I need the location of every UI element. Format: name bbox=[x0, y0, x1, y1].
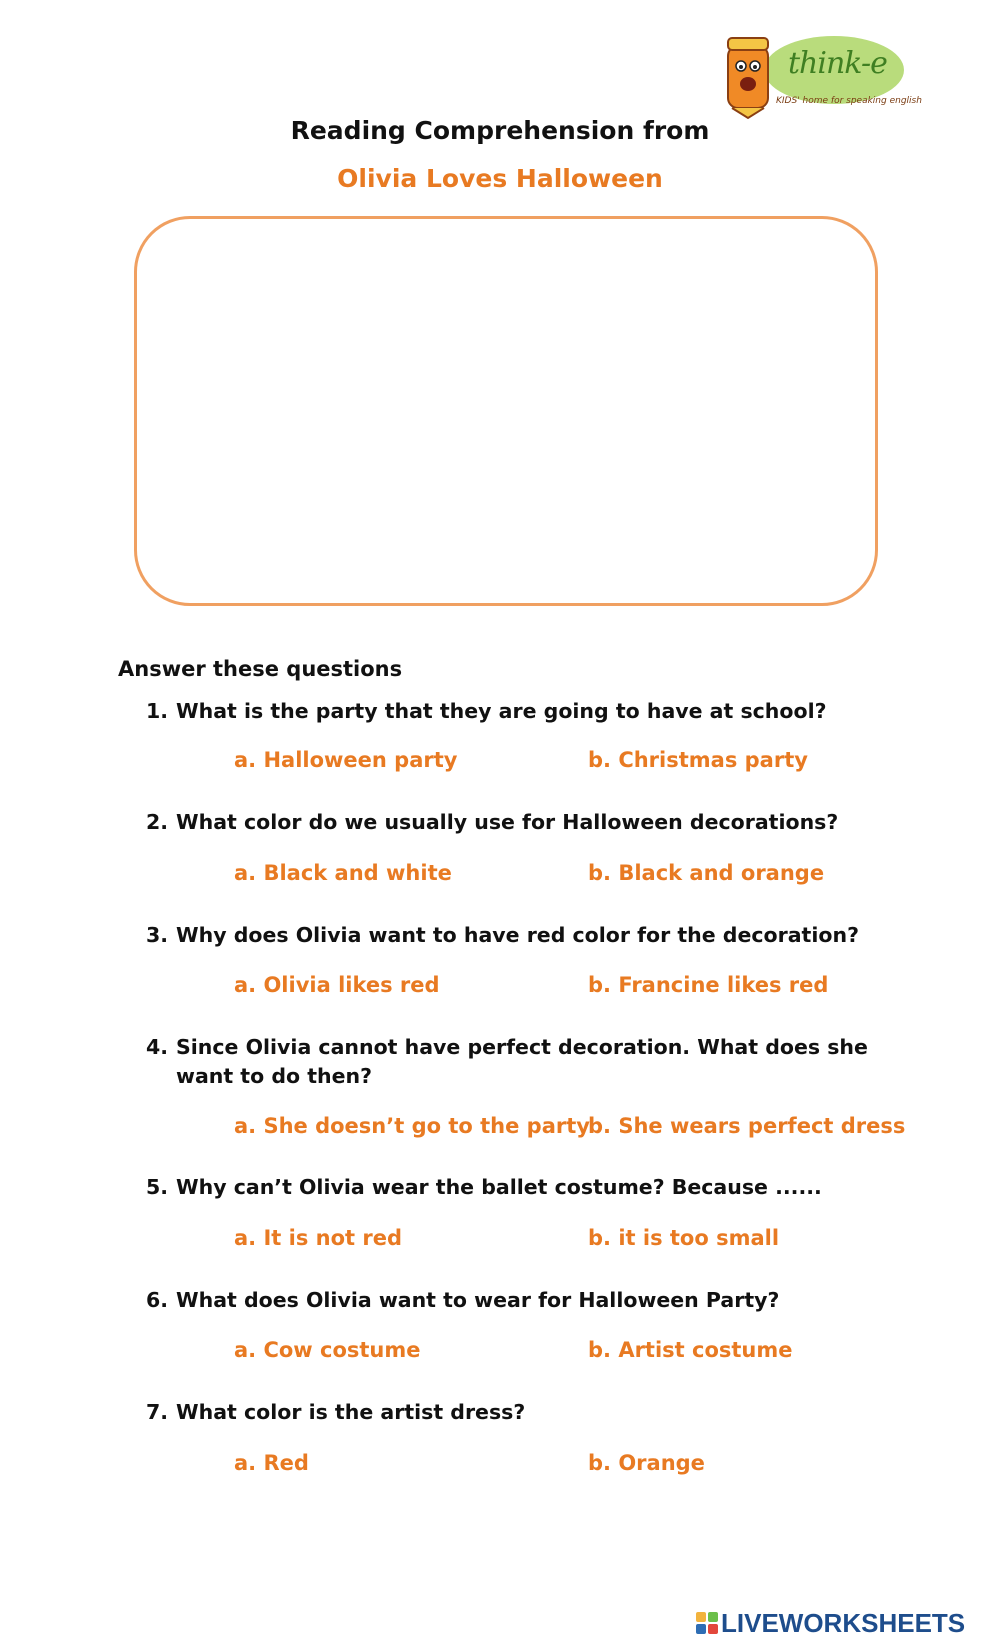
question-number: 7. bbox=[146, 1400, 169, 1424]
question-1 bbox=[146, 697, 886, 726]
question-number: 5. bbox=[146, 1175, 169, 1199]
question-text: Since Olivia cannot have perfect decoration. What does she want to do then? bbox=[176, 1035, 868, 1088]
question-1-option-b[interactable]: b. Christmas party bbox=[588, 748, 808, 772]
question-5-option-b[interactable]: b. it is too small bbox=[588, 1226, 780, 1250]
question-7 bbox=[146, 1398, 886, 1427]
instructions-heading: Answer these questions bbox=[118, 657, 403, 681]
logo-text: think-e bbox=[788, 46, 887, 81]
question-7-option-a[interactable]: a. Red bbox=[234, 1451, 309, 1475]
question-text: What is the party that they are going to have at school? bbox=[176, 699, 827, 723]
question-6-option-a[interactable]: a. Cow costume bbox=[234, 1338, 421, 1362]
question-5-option-a[interactable]: a. It is not red bbox=[234, 1226, 402, 1250]
question-text: What color do we usually use for Halloween decorations? bbox=[176, 810, 839, 834]
page-title: Reading Comprehension from bbox=[290, 116, 710, 145]
question-4-option-b[interactable]: b. She wears perfect dress bbox=[588, 1114, 906, 1138]
question-5 bbox=[146, 1173, 886, 1202]
story-title: Olivia Loves Halloween bbox=[337, 164, 663, 193]
question-2-option-b[interactable]: b. Black and orange bbox=[588, 861, 825, 885]
question-6-option-b[interactable]: b. Artist costume bbox=[588, 1338, 793, 1362]
question-3 bbox=[146, 921, 886, 950]
question-4-option-a[interactable]: a. She doesn’t go to the party bbox=[234, 1114, 590, 1138]
question-text: Why can’t Olivia wear the ballet costume? Because ...... bbox=[176, 1175, 822, 1199]
question-1-option-a[interactable]: a. Halloween party bbox=[234, 748, 458, 772]
question-number: 2. bbox=[146, 810, 169, 834]
question-text: Why does Olivia want to have red color for the decoration? bbox=[176, 923, 859, 947]
question-number: 3. bbox=[146, 923, 169, 947]
question-4 bbox=[146, 1033, 886, 1091]
question-number: 1. bbox=[146, 699, 169, 723]
question-text: What does Olivia want to wear for Halloween Party? bbox=[176, 1288, 780, 1312]
logo-tagline: KIDS' home for speaking english bbox=[776, 96, 922, 106]
liveworksheets-footer bbox=[696, 1609, 965, 1637]
question-2-option-a[interactable]: a. Black and white bbox=[234, 861, 452, 885]
question-3-option-b[interactable]: b. Francine likes red bbox=[588, 973, 829, 997]
question-text: What color is the artist dress? bbox=[176, 1400, 526, 1424]
footer-brand: LIVEWORKSHEETS bbox=[721, 1607, 966, 1638]
question-2 bbox=[146, 808, 886, 837]
story-box bbox=[134, 216, 878, 606]
question-number: 6. bbox=[146, 1288, 169, 1312]
liveworksheets-logo-icon bbox=[696, 1612, 718, 1634]
question-7-option-b[interactable]: b. Orange bbox=[588, 1451, 705, 1475]
question-3-option-a[interactable]: a. Olivia likes red bbox=[234, 973, 440, 997]
question-6 bbox=[146, 1286, 886, 1315]
question-number: 4. bbox=[146, 1035, 169, 1059]
